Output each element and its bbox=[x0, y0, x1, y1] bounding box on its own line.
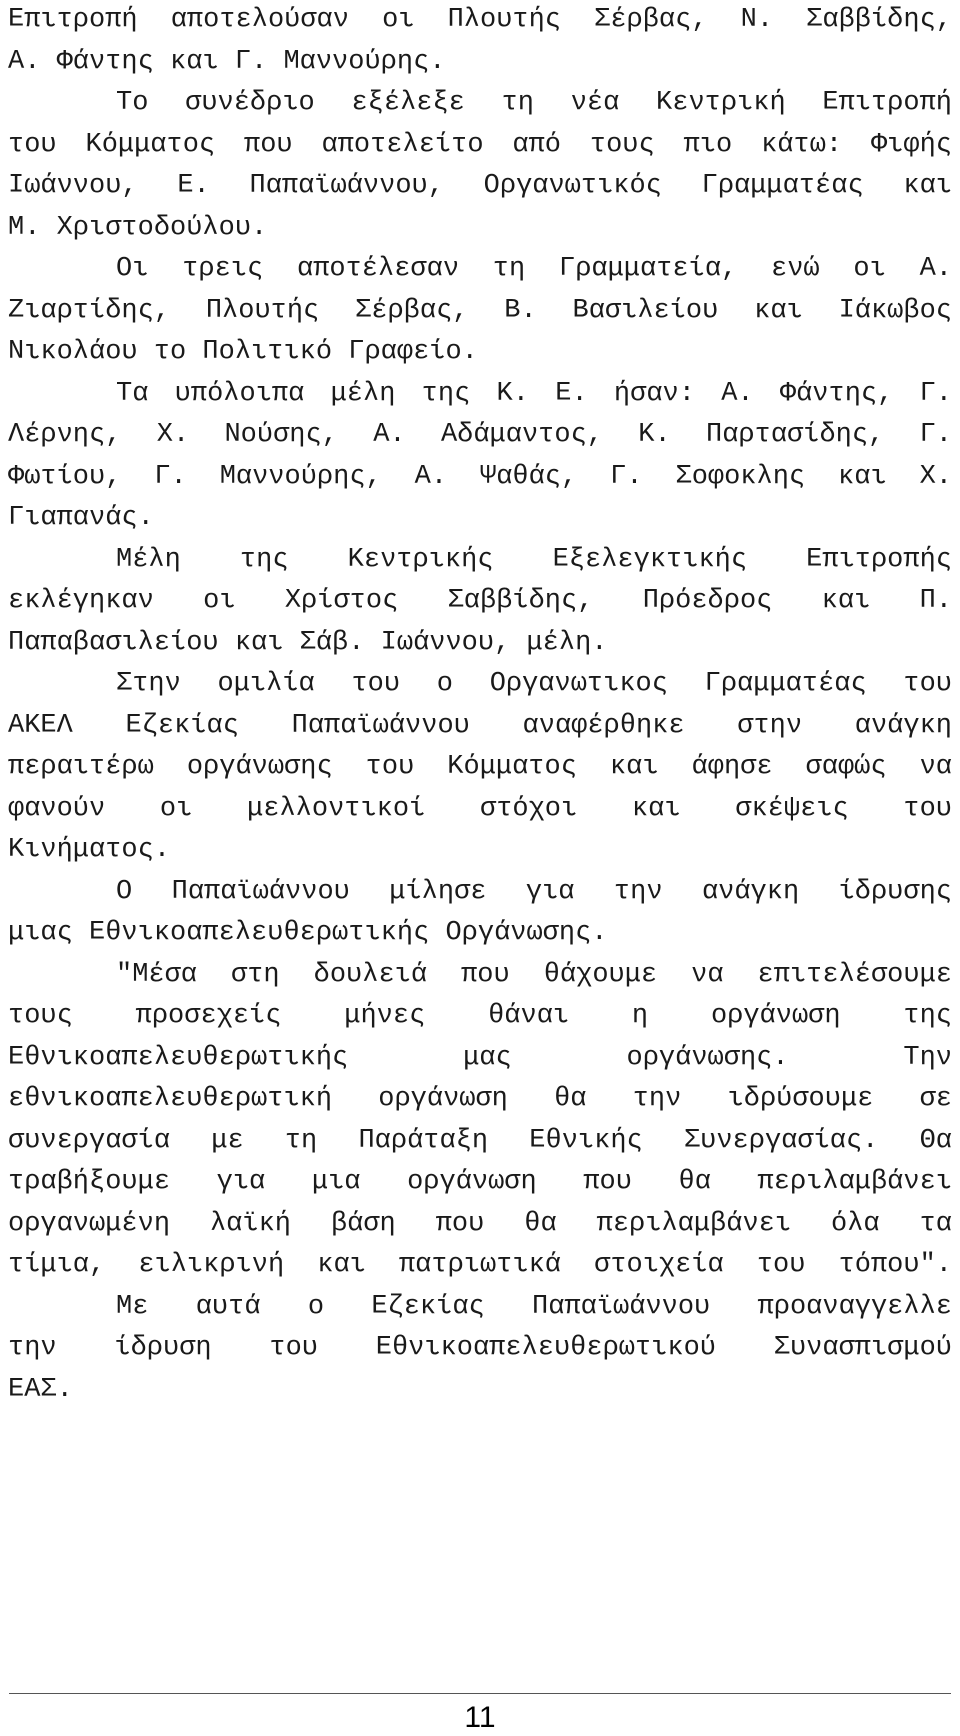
page-number: 11 bbox=[464, 1701, 496, 1734]
text-line: Ο Παπαϊωάννου μίλησε για την ανάγκη ίδρυσης bbox=[116, 876, 952, 907]
text-line: Φωτίου, Γ. Μαννούρης, Α. Ψαθάς, Γ. Σοφοκλης και Χ. bbox=[8, 461, 952, 492]
text-line: μιας Εθνικοαπελευθερωτικής Οργάνωσης. bbox=[8, 918, 608, 948]
text-line: Λέρνης, Χ. Νούσης, Α. Αδάμαντος, Κ. Παρτασίδης, Γ. bbox=[8, 420, 952, 450]
text-line: του Κόμματος που αποτελείτο από τους πιο κάτω: Φιφής bbox=[8, 129, 952, 160]
text-line: τους προσεχείς μήνες θάναι η οργάνωση της bbox=[8, 1001, 952, 1031]
text-line: τραβήξουμε για μια οργάνωση που θα περιλαμβάνει bbox=[8, 1167, 952, 1197]
text-line: Τα υπόλοιπα μέλη της Κ. Ε. ήσαν: Α. Φάντης, Γ. bbox=[116, 378, 952, 409]
text-line: "Μέσα στη δουλειά που θάχουμε να επιτελέσουμε bbox=[116, 959, 952, 990]
text-line: Οι τρεις αποτέλεσαν τη Γραμματεία, ενώ οι Α. bbox=[116, 254, 952, 284]
text-line: Το συνέδριο εξέλεξε τη νέα Κεντρική Επιτροπή bbox=[116, 88, 952, 118]
footer-divider bbox=[9, 1693, 951, 1694]
text-line: Παπαβασιλείου και Σάβ. Ιωάννου, μέλη. bbox=[8, 627, 608, 658]
text-line: Στην ομιλία του ο Οργανωτικος Γραμματέας του bbox=[116, 669, 952, 699]
text-line: Ιωάννου, Ε. Παπαϊωάννου, Οργανωτικός Γραμματέας και bbox=[8, 171, 952, 201]
text-line: Νικολάου το Πολιτικό Γραφείο. bbox=[8, 337, 478, 367]
text-line: Κινήματος. bbox=[8, 835, 171, 865]
text-line: ΑΚΕΛ Εζεκίας Παπαϊωάννου αναφέρθηκε στην ανάγκη bbox=[8, 710, 952, 741]
document-body bbox=[8, 0, 952, 1411]
text-line: Γιαπανάς. bbox=[8, 503, 154, 533]
text-line: Μ. Χριστοδούλου. bbox=[8, 212, 268, 243]
text-line: εκλέγηκαν οι Χρίστος Σαββίδης, Πρόεδρος και Π. bbox=[8, 586, 952, 616]
text-line: εθνικοαπελευθερωτική οργάνωση θα την ιδρύσουμε σε bbox=[8, 1084, 952, 1114]
text-line: Με αυτά ο Εζεκίας Παπαϊωάννου προαναγγελλε bbox=[116, 1291, 952, 1322]
text-line: Μέλη της Κεντρικής Εξελεγκτικής Επιτροπής bbox=[116, 544, 952, 575]
text-line: τίμια, ειλικρινή και πατριωτικά στοιχεία του τόπου". bbox=[8, 1250, 952, 1280]
text-line: Ζιαρτίδης, Πλουτής Σέρβας, Β. Βασιλείου και Ιάκωβος bbox=[8, 295, 952, 326]
text-line: οργανωμένη λαϊκή βάση που θα περιλαμβάνει όλα τα bbox=[8, 1208, 952, 1239]
text-line: Α. Φάντης και Γ. Μαννούρης. bbox=[8, 46, 446, 77]
text-line: συνεργασία με τη Παράταξη Εθνικής Συνεργασίας. Θα bbox=[8, 1125, 952, 1156]
text-line: Επιτροπή αποτελούσαν οι Πλουτής Σέρβας, Ν. Σαββίδης, bbox=[8, 5, 952, 35]
text-line: φανούν οι μελλοντικοί στόχοι και σκέψεις του bbox=[8, 793, 952, 824]
text-line: περαιτέρω οργάνωσης του Κόμματος και άφησε σαφώς να bbox=[8, 752, 952, 782]
text-line: την ίδρυση του Εθνικοαπελευθερωτικού Συνασπισμού bbox=[8, 1333, 952, 1363]
text-line: Εθνικοαπελευθερωτικής μας οργάνωσης. Την bbox=[8, 1042, 952, 1073]
text-line: ΕΑΣ. bbox=[8, 1374, 73, 1405]
